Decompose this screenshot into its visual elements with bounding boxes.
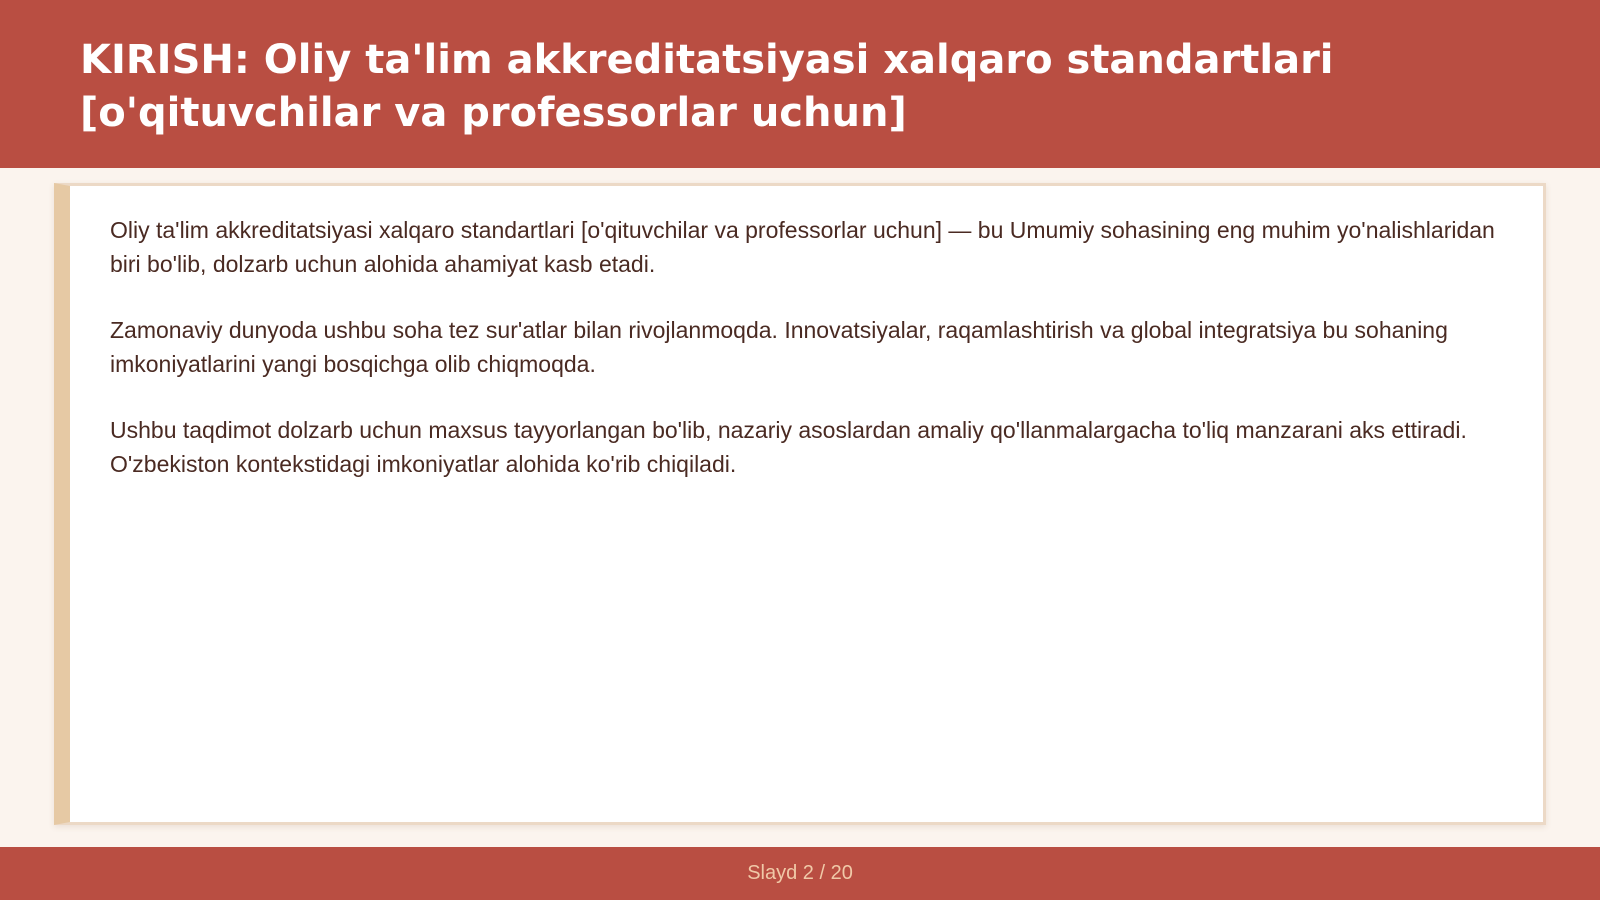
slide-title-line-2: [o'qituvchilar va professorlar uchun] xyxy=(80,90,907,136)
slide-header xyxy=(0,0,1600,168)
slide-title xyxy=(80,34,1520,140)
slide-counter: Slayd 2 / 20 xyxy=(747,862,853,884)
paragraph-intro: Oliy ta'lim akkreditatsiyasi xalqaro standartlari [o'qituvchilar va professorlar uchun] — bu Umumiy sohasining eng muhim yo'nalishlaridan biri bo'lib, dolzarb uchun alohida ahamiyat kasb etadi. xyxy=(110,217,1495,277)
content-card xyxy=(54,183,1546,825)
paragraph-presentation-purpose: Ushbu taqdimot dolzarb uchun maxsus tayyorlangan bo'lib, nazariy asoslardan amaliy qo'llanmalargacha to'liq manzarani aks ettiradi. O'zbekiston kontekstidagi imkoniyatlar alohida ko'rib chiqiladi. xyxy=(110,417,1467,477)
slide-title-line-1: KIRISH: Oliy ta'lim akkreditatsiyasi xalqaro standartlari xyxy=(80,37,1334,83)
paragraph-modern-world: Zamonaviy dunyoda ushbu soha tez sur'atlar bilan rivojlanmoqda. Innovatsiyalar, raqamlashtirish va global integratsiya bu sohaning imkoniyatlarini yangi bosqichga olib chiqmoqda. xyxy=(110,317,1448,377)
slide-footer xyxy=(0,847,1600,900)
